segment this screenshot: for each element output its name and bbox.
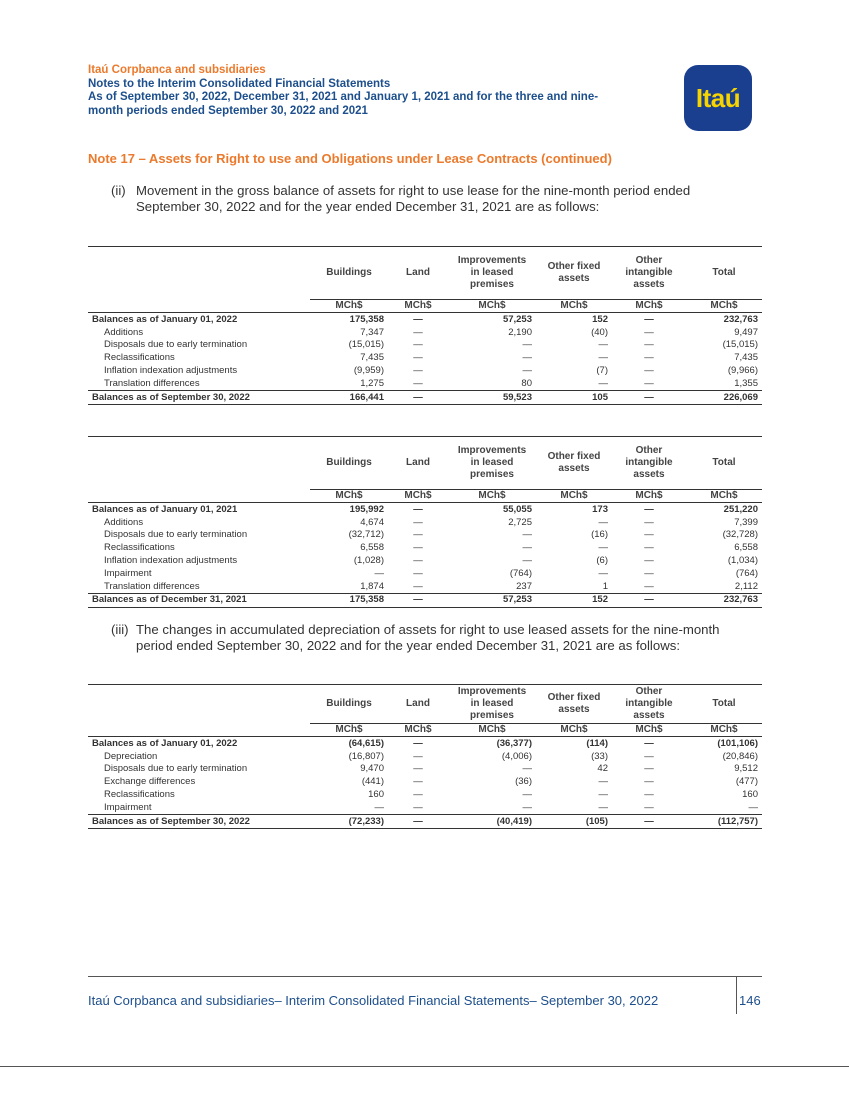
row-label: Balances as of September 30, 2022 [88, 815, 310, 829]
cell-other-fixed: — [598, 567, 608, 579]
row-label: Additions [104, 516, 144, 528]
cell-total: 232,763 [723, 313, 758, 325]
row-label: Impairment [104, 567, 152, 579]
cell-improvements: — [522, 542, 532, 554]
row-label: Reclassifications [104, 789, 175, 801]
cell-other-intangible: — [644, 750, 654, 762]
unit-label: MCh$ [388, 299, 448, 312]
cell-other-fixed: (33) [591, 750, 608, 762]
col-header-land: Land [388, 247, 448, 300]
cell-total: 7,399 [734, 516, 758, 528]
table-row [88, 352, 762, 365]
cell-land: — [413, 737, 423, 749]
cell-other-intangible: — [644, 801, 654, 813]
col-header-total: Total [686, 437, 762, 490]
cell-improvements: 55,055 [502, 503, 532, 515]
cell-other-intangible: — [644, 737, 654, 749]
table-row [88, 542, 762, 555]
cell-other-fixed: — [598, 776, 608, 788]
cell-land: — [413, 377, 423, 389]
cell-other-intangible: — [612, 815, 686, 829]
table-row [88, 736, 762, 750]
cell-buildings: (72,233) [310, 815, 388, 829]
cell-improvements: — [522, 365, 532, 377]
col-header-improvements: Improvements in leased premises [448, 437, 536, 490]
cell-other-intangible: — [644, 776, 654, 788]
cell-other-fixed: 152 [536, 594, 612, 608]
table-row [88, 339, 762, 352]
section-ii-number: (ii) [111, 183, 126, 198]
row-label: Translation differences [104, 377, 200, 389]
cell-improvements: (36) [515, 776, 532, 788]
cell-buildings: (9,959) [353, 365, 384, 377]
unit-label: MCh$ [310, 723, 388, 736]
cell-land: — [413, 326, 423, 338]
col-header-other-fixed: Other fixed assets [536, 247, 612, 300]
cell-total: 226,069 [686, 391, 762, 405]
cell-other-intangible: — [644, 542, 654, 554]
cell-improvements: 57,253 [502, 313, 532, 325]
cell-improvements: — [522, 763, 532, 775]
table-row [88, 326, 762, 339]
row-label: Disposals due to early termination [104, 339, 248, 351]
cell-other-fixed: — [598, 352, 608, 364]
cell-total: 9,497 [734, 326, 758, 338]
cell-land: — [413, 365, 423, 377]
cell-improvements: — [522, 801, 532, 813]
table-total-row [88, 815, 762, 829]
table-total-row [88, 594, 762, 608]
cell-other-intangible: — [644, 567, 654, 579]
cell-buildings: 4,674 [360, 516, 384, 528]
cell-land: — [413, 763, 423, 775]
cell-improvements: (40,419) [448, 815, 536, 829]
header-period-line1: As of September 30, 2022, December 31, 2021 and January 1, 2021 and for the three and nine- [88, 91, 599, 103]
col-header-improvements: Improvements in leased premises [448, 685, 536, 724]
section-ii-paragraph [111, 183, 763, 215]
cell-improvements: — [522, 529, 532, 541]
section-iii-line2: period ended September 30, 2022 and for the year ended December 31, 2021 are as follows: [136, 638, 680, 653]
cell-buildings: 175,358 [349, 313, 384, 325]
cell-buildings: — [374, 567, 384, 579]
cell-improvements: (36,377) [496, 737, 532, 749]
table-row [88, 789, 762, 802]
unit-label: MCh$ [448, 723, 536, 736]
col-header-other-intangible: Other intangible assets [612, 437, 686, 490]
cell-land: — [413, 580, 423, 592]
cell-total: 1,355 [734, 377, 758, 389]
cell-other-fixed: 152 [592, 313, 608, 325]
cell-buildings: (16,807) [348, 750, 384, 762]
cell-total: 9,512 [734, 763, 758, 775]
gross-balance-table-2021 [88, 436, 762, 608]
cell-total: (1,034) [727, 555, 758, 567]
table-row [88, 502, 762, 516]
cell-total: (32,728) [722, 529, 758, 541]
itau-logo [684, 65, 752, 131]
table-row [88, 365, 762, 378]
table-total-row [88, 391, 762, 405]
row-label: Balances as of January 01, 2021 [92, 503, 238, 515]
unit-label: MCh$ [686, 299, 762, 312]
cell-other-fixed: (114) [586, 737, 608, 749]
cell-land: — [413, 352, 423, 364]
row-label: Reclassifications [104, 542, 175, 554]
page-bottom-rule [0, 1066, 849, 1067]
row-label: Balances as of December 31, 2021 [88, 594, 310, 608]
cell-land: — [388, 815, 448, 829]
cell-buildings: (1,028) [353, 555, 384, 567]
row-label: Additions [104, 326, 144, 338]
row-label: Translation differences [104, 580, 200, 592]
cell-total: — [748, 801, 758, 813]
cell-total: 7,435 [734, 352, 758, 364]
unit-label: MCh$ [310, 299, 388, 312]
cell-buildings: 7,435 [360, 352, 384, 364]
cell-other-intangible: — [644, 580, 654, 592]
cell-total: (101,106) [717, 737, 758, 749]
cell-improvements: 80 [521, 377, 532, 389]
unit-label: MCh$ [310, 489, 388, 502]
cell-other-fixed: — [598, 801, 608, 813]
cell-land: — [413, 789, 423, 801]
cell-other-intangible: — [612, 391, 686, 405]
cell-land: — [388, 594, 448, 608]
cell-buildings: 1,275 [360, 377, 384, 389]
col-header-other-intangible: Other intangible assets [612, 685, 686, 724]
section-iii-number: (iii) [111, 622, 129, 637]
col-header-other-intangible: Other intangible assets [612, 247, 686, 300]
cell-total: 160 [742, 789, 758, 801]
cell-other-intangible: — [644, 763, 654, 775]
header-period-line2: month periods ended September 30, 2022 and 2021 [88, 104, 368, 117]
unit-label: MCh$ [612, 723, 686, 736]
cell-other-intangible: — [644, 555, 654, 567]
col-header-improvements: Improvements in leased premises [448, 247, 536, 300]
section-iii-paragraph [111, 622, 763, 654]
cell-buildings: 166,441 [310, 391, 388, 405]
cell-total: 232,763 [686, 594, 762, 608]
unit-label: MCh$ [536, 723, 612, 736]
cell-improvements: 59,523 [448, 391, 536, 405]
cell-total: (15,015) [722, 339, 758, 351]
header-title: Notes to the Interim Consolidated Financial Statements [88, 77, 391, 90]
cell-other-fixed: 1 [602, 580, 608, 592]
cell-buildings: (64,615) [348, 737, 384, 749]
table-row [88, 555, 762, 568]
cell-improvements: — [522, 555, 532, 567]
cell-buildings: 9,470 [360, 763, 384, 775]
cell-land: — [413, 516, 423, 528]
col-header-buildings: Buildings [310, 437, 388, 490]
col-header-land: Land [388, 437, 448, 490]
cell-total: 2,112 [734, 580, 758, 592]
unit-label: MCh$ [686, 489, 762, 502]
row-label: Disposals due to early termination [104, 529, 248, 541]
cell-land: — [413, 555, 423, 567]
cell-other-intangible: — [644, 529, 654, 541]
cell-other-fixed: 173 [592, 503, 608, 515]
col-header-total: Total [686, 247, 762, 300]
cell-other-fixed: — [598, 789, 608, 801]
cell-buildings: (441) [361, 776, 384, 788]
accumulated-depreciation-table [88, 684, 762, 829]
cell-other-intangible: — [644, 516, 654, 528]
table-row [88, 580, 762, 593]
unit-label: MCh$ [612, 299, 686, 312]
table-row [88, 567, 762, 580]
cell-land: — [413, 567, 423, 579]
table-row [88, 516, 762, 529]
cell-other-intangible: — [644, 377, 654, 389]
cell-land: — [413, 801, 423, 813]
footer-divider [88, 976, 762, 977]
table-row [88, 763, 762, 776]
table-row [88, 312, 762, 326]
cell-other-intangible: — [644, 503, 654, 515]
document-header [88, 64, 668, 118]
note-title: Note 17 – Assets for Right to use and Obligations under Lease Contracts (continued) [88, 151, 612, 166]
cell-total: (9,966) [727, 365, 758, 377]
footer-text: Itaú Corpbanca and subsidiaries– Interim Consolidated Financial Statements– September 30, 2022 [88, 993, 659, 1008]
unit-label: MCh$ [536, 299, 612, 312]
cell-land: — [413, 750, 423, 762]
unit-label: MCh$ [536, 489, 612, 502]
table-row [88, 529, 762, 542]
cell-total: (20,846) [722, 750, 758, 762]
cell-improvements: 237 [516, 580, 532, 592]
row-label: Disposals due to early termination [104, 763, 248, 775]
cell-improvements: (4,006) [501, 750, 532, 762]
cell-land: — [413, 776, 423, 788]
col-header-other-fixed: Other fixed assets [536, 437, 612, 490]
cell-improvements: 2,725 [508, 516, 532, 528]
cell-buildings: 7,347 [360, 326, 384, 338]
col-header-buildings: Buildings [310, 685, 388, 724]
cell-improvements: (764) [509, 567, 532, 579]
col-header-buildings: Buildings [310, 247, 388, 300]
cell-other-fixed: 42 [597, 763, 608, 775]
row-label: Depreciation [104, 750, 158, 762]
cell-other-intangible: — [644, 339, 654, 351]
unit-label: MCh$ [388, 489, 448, 502]
cell-land: — [413, 542, 423, 554]
section-iii-line1: The changes in accumulated depreciation of assets for right to use leased assets for the nine-month [136, 622, 720, 637]
cell-other-fixed: 105 [536, 391, 612, 405]
cell-buildings: — [374, 801, 384, 813]
row-label: Impairment [104, 801, 152, 813]
cell-buildings: 195,992 [349, 503, 384, 515]
row-label: Reclassifications [104, 352, 175, 364]
cell-other-fixed: (7) [596, 365, 608, 377]
cell-buildings: 1,874 [360, 580, 384, 592]
cell-buildings: 175,358 [310, 594, 388, 608]
cell-land: — [413, 339, 423, 351]
section-ii-line1: Movement in the gross balance of assets for right to use lease for the nine-month period ended [136, 183, 691, 198]
cell-other-intangible: — [644, 365, 654, 377]
footer-vertical-divider [736, 976, 737, 1014]
row-label: Balances as of September 30, 2022 [88, 391, 310, 405]
row-label: Exchange differences [104, 776, 196, 788]
cell-other-fixed: — [598, 377, 608, 389]
cell-improvements: 57,253 [448, 594, 536, 608]
cell-improvements: — [522, 789, 532, 801]
table-row [88, 377, 762, 390]
cell-land: — [413, 503, 423, 515]
gross-balance-table-2022 [88, 246, 762, 405]
cell-other-fixed: (40) [591, 326, 608, 338]
table-row [88, 801, 762, 814]
cell-other-intangible: — [644, 352, 654, 364]
cell-other-intangible: — [644, 789, 654, 801]
cell-total: 6,558 [734, 542, 758, 554]
table-row [88, 776, 762, 789]
cell-other-intangible: — [644, 313, 654, 325]
cell-land: — [413, 313, 423, 325]
cell-other-fixed: (105) [536, 815, 612, 829]
cell-total: (764) [735, 567, 758, 579]
cell-land: — [388, 391, 448, 405]
cell-other-fixed: (6) [596, 555, 608, 567]
unit-label: MCh$ [448, 489, 536, 502]
cell-buildings: (15,015) [348, 339, 384, 351]
cell-buildings: (32,712) [348, 529, 384, 541]
section-ii-line2: September 30, 2022 and for the year ended December 31, 2021 are as follows: [136, 199, 600, 214]
company-name: Itaú Corpbanca and subsidiaries [88, 64, 266, 76]
cell-improvements: 2,190 [508, 326, 532, 338]
cell-other-intangible: — [644, 326, 654, 338]
cell-total: 251,220 [723, 503, 758, 515]
unit-label: MCh$ [448, 299, 536, 312]
row-label: Balances as of January 01, 2022 [92, 313, 238, 325]
col-header-land: Land [388, 685, 448, 724]
logo-text: Itaú [695, 82, 741, 113]
cell-other-fixed: — [598, 516, 608, 528]
page-number: 146 [739, 993, 761, 1008]
cell-other-fixed: (16) [591, 529, 608, 541]
row-label: Inflation indexation adjustments [104, 555, 238, 567]
cell-total: (477) [735, 776, 758, 788]
cell-total: (112,757) [686, 815, 762, 829]
cell-other-intangible: — [612, 594, 686, 608]
cell-land: — [413, 529, 423, 541]
cell-buildings: 160 [368, 789, 384, 801]
cell-buildings: 6,558 [360, 542, 384, 554]
cell-other-fixed: — [598, 542, 608, 554]
col-header-other-fixed: Other fixed assets [536, 685, 612, 724]
unit-label: MCh$ [612, 489, 686, 502]
unit-label: MCh$ [388, 723, 448, 736]
unit-label: MCh$ [686, 723, 762, 736]
row-label: Inflation indexation adjustments [104, 365, 238, 377]
cell-improvements: — [522, 339, 532, 351]
row-label: Balances as of January 01, 2022 [92, 737, 238, 749]
cell-other-fixed: — [598, 339, 608, 351]
table-row [88, 750, 762, 763]
col-header-total: Total [686, 685, 762, 724]
cell-improvements: — [522, 352, 532, 364]
